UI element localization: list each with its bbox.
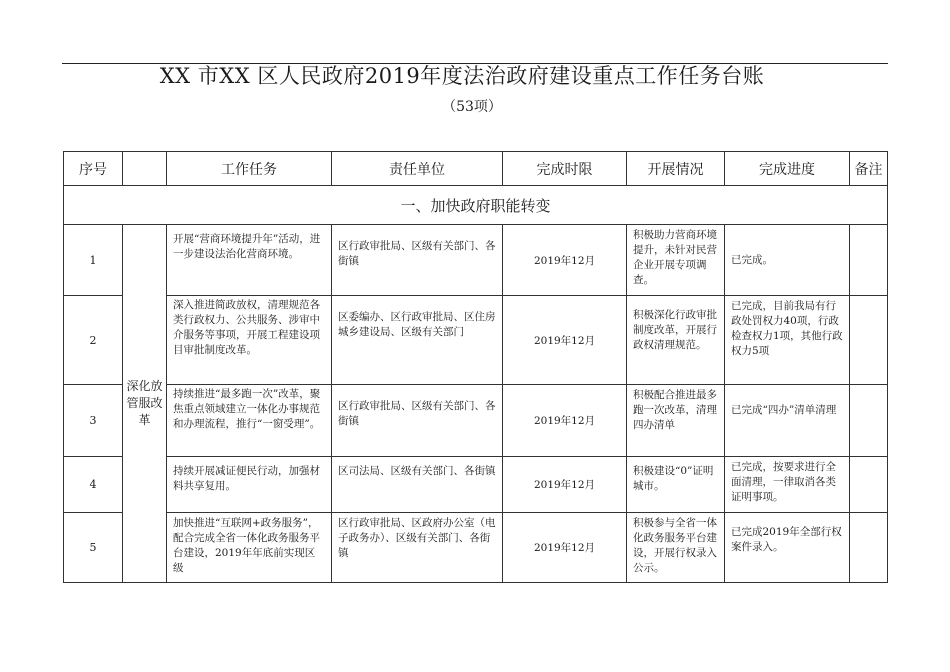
header-unit: 责任单位 [332,152,503,186]
row-unit: 区行政审批局、区级有关部门、各街镇 [332,385,503,457]
row-task: 持续开展减证便民行动，加强材料共享复用。 [167,457,332,513]
header-index: 序号 [64,152,123,186]
row-status: 积极深化行政审批制度改革，开展行政权清理规范。 [627,296,725,385]
row-progress: 已完成“四办”清单清理 [725,385,850,457]
header-task: 工作任务 [167,152,332,186]
header-remark: 备注 [850,152,888,186]
header-status: 开展情况 [627,152,725,186]
row-unit: 区行政审批局、区级有关部门、各街镇 [332,225,503,296]
header-deadline: 完成时限 [503,152,627,186]
row-task: 深入推进简政放权，清理规范各类行政权力、公共服务、涉审中介服务等事项，开展工程建设项目审批制度改革。 [167,296,332,385]
row-index: 2 [64,296,123,385]
row-remark [850,513,888,583]
row-deadline: 2019年12月 [503,513,627,583]
row-remark [850,457,888,513]
row-index: 3 [64,385,123,457]
row-remark [850,225,888,296]
header-blank [123,152,167,186]
table-row [64,457,888,513]
row-index: 1 [64,225,123,296]
table-row [64,225,888,296]
table-row [64,385,888,457]
section-title: 一、加快政府职能转变 [64,186,888,225]
row-status: 积极建设“0”证明城市。 [627,457,725,513]
row-deadline: 2019年12月 [503,385,627,457]
row-index: 4 [64,457,123,513]
row-deadline: 2019年12月 [503,296,627,385]
task-ledger-table [63,151,888,583]
header-row [64,152,888,186]
row-status: 积极参与全省一体化政务服务平台建设，开展行权录入公示。 [627,513,725,583]
header-progress: 完成进度 [725,152,850,186]
row-unit: 区司法局、区级有关部门、各街镇 [332,457,503,513]
row-task: 加快推进“互联网+政务服务”，配合完成全省一体化政务服务平台建设，2019年年底前实现区级 [167,513,332,583]
row-progress: 已完成，目前我局有行政处罚权力40项，行政检查权力1项，其他行政权力5项 [725,296,850,385]
category-cell: 深化放管服改革 [123,225,167,583]
row-task: 持续推进“最多跑一次”改革，聚焦重点领域建立一体化办事规范和办理流程，推行“一窗受理”。 [167,385,332,457]
row-deadline: 2019年12月 [503,457,627,513]
row-remark [850,385,888,457]
row-remark [850,296,888,385]
row-index: 5 [64,513,123,583]
document-title: XX 市XX 区人民政府2019年度法治政府建设重点工作任务台账 [159,64,765,88]
row-deadline: 2019年12月 [503,225,627,296]
row-progress: 已完成2019年全部行权案件录入。 [725,513,850,583]
row-unit: 区行政审批局、区政府办公室（电子政务办）、区级有关部门、各街镇 [332,513,503,583]
row-progress: 已完成，按要求进行全面清理，一律取消各类证明事项。 [725,457,850,513]
row-progress: 已完成。 [725,225,850,296]
row-status: 积极配合推进最多跑一次改革，清理四办清单 [627,385,725,457]
row-task: 开展“营商环境提升年”活动，进一步建设法治化营商环境。 [167,225,332,296]
table-row [64,296,888,385]
document-subtitle: （53项） [442,99,502,115]
row-unit: 区委编办、区行政审批局、区住房城乡建设局、区级有关部门 [332,296,503,385]
table-row [64,513,888,583]
row-status: 积极助力营商环境提升，未针对民营企业开展专项调查。 [627,225,725,296]
section-row [64,186,888,225]
